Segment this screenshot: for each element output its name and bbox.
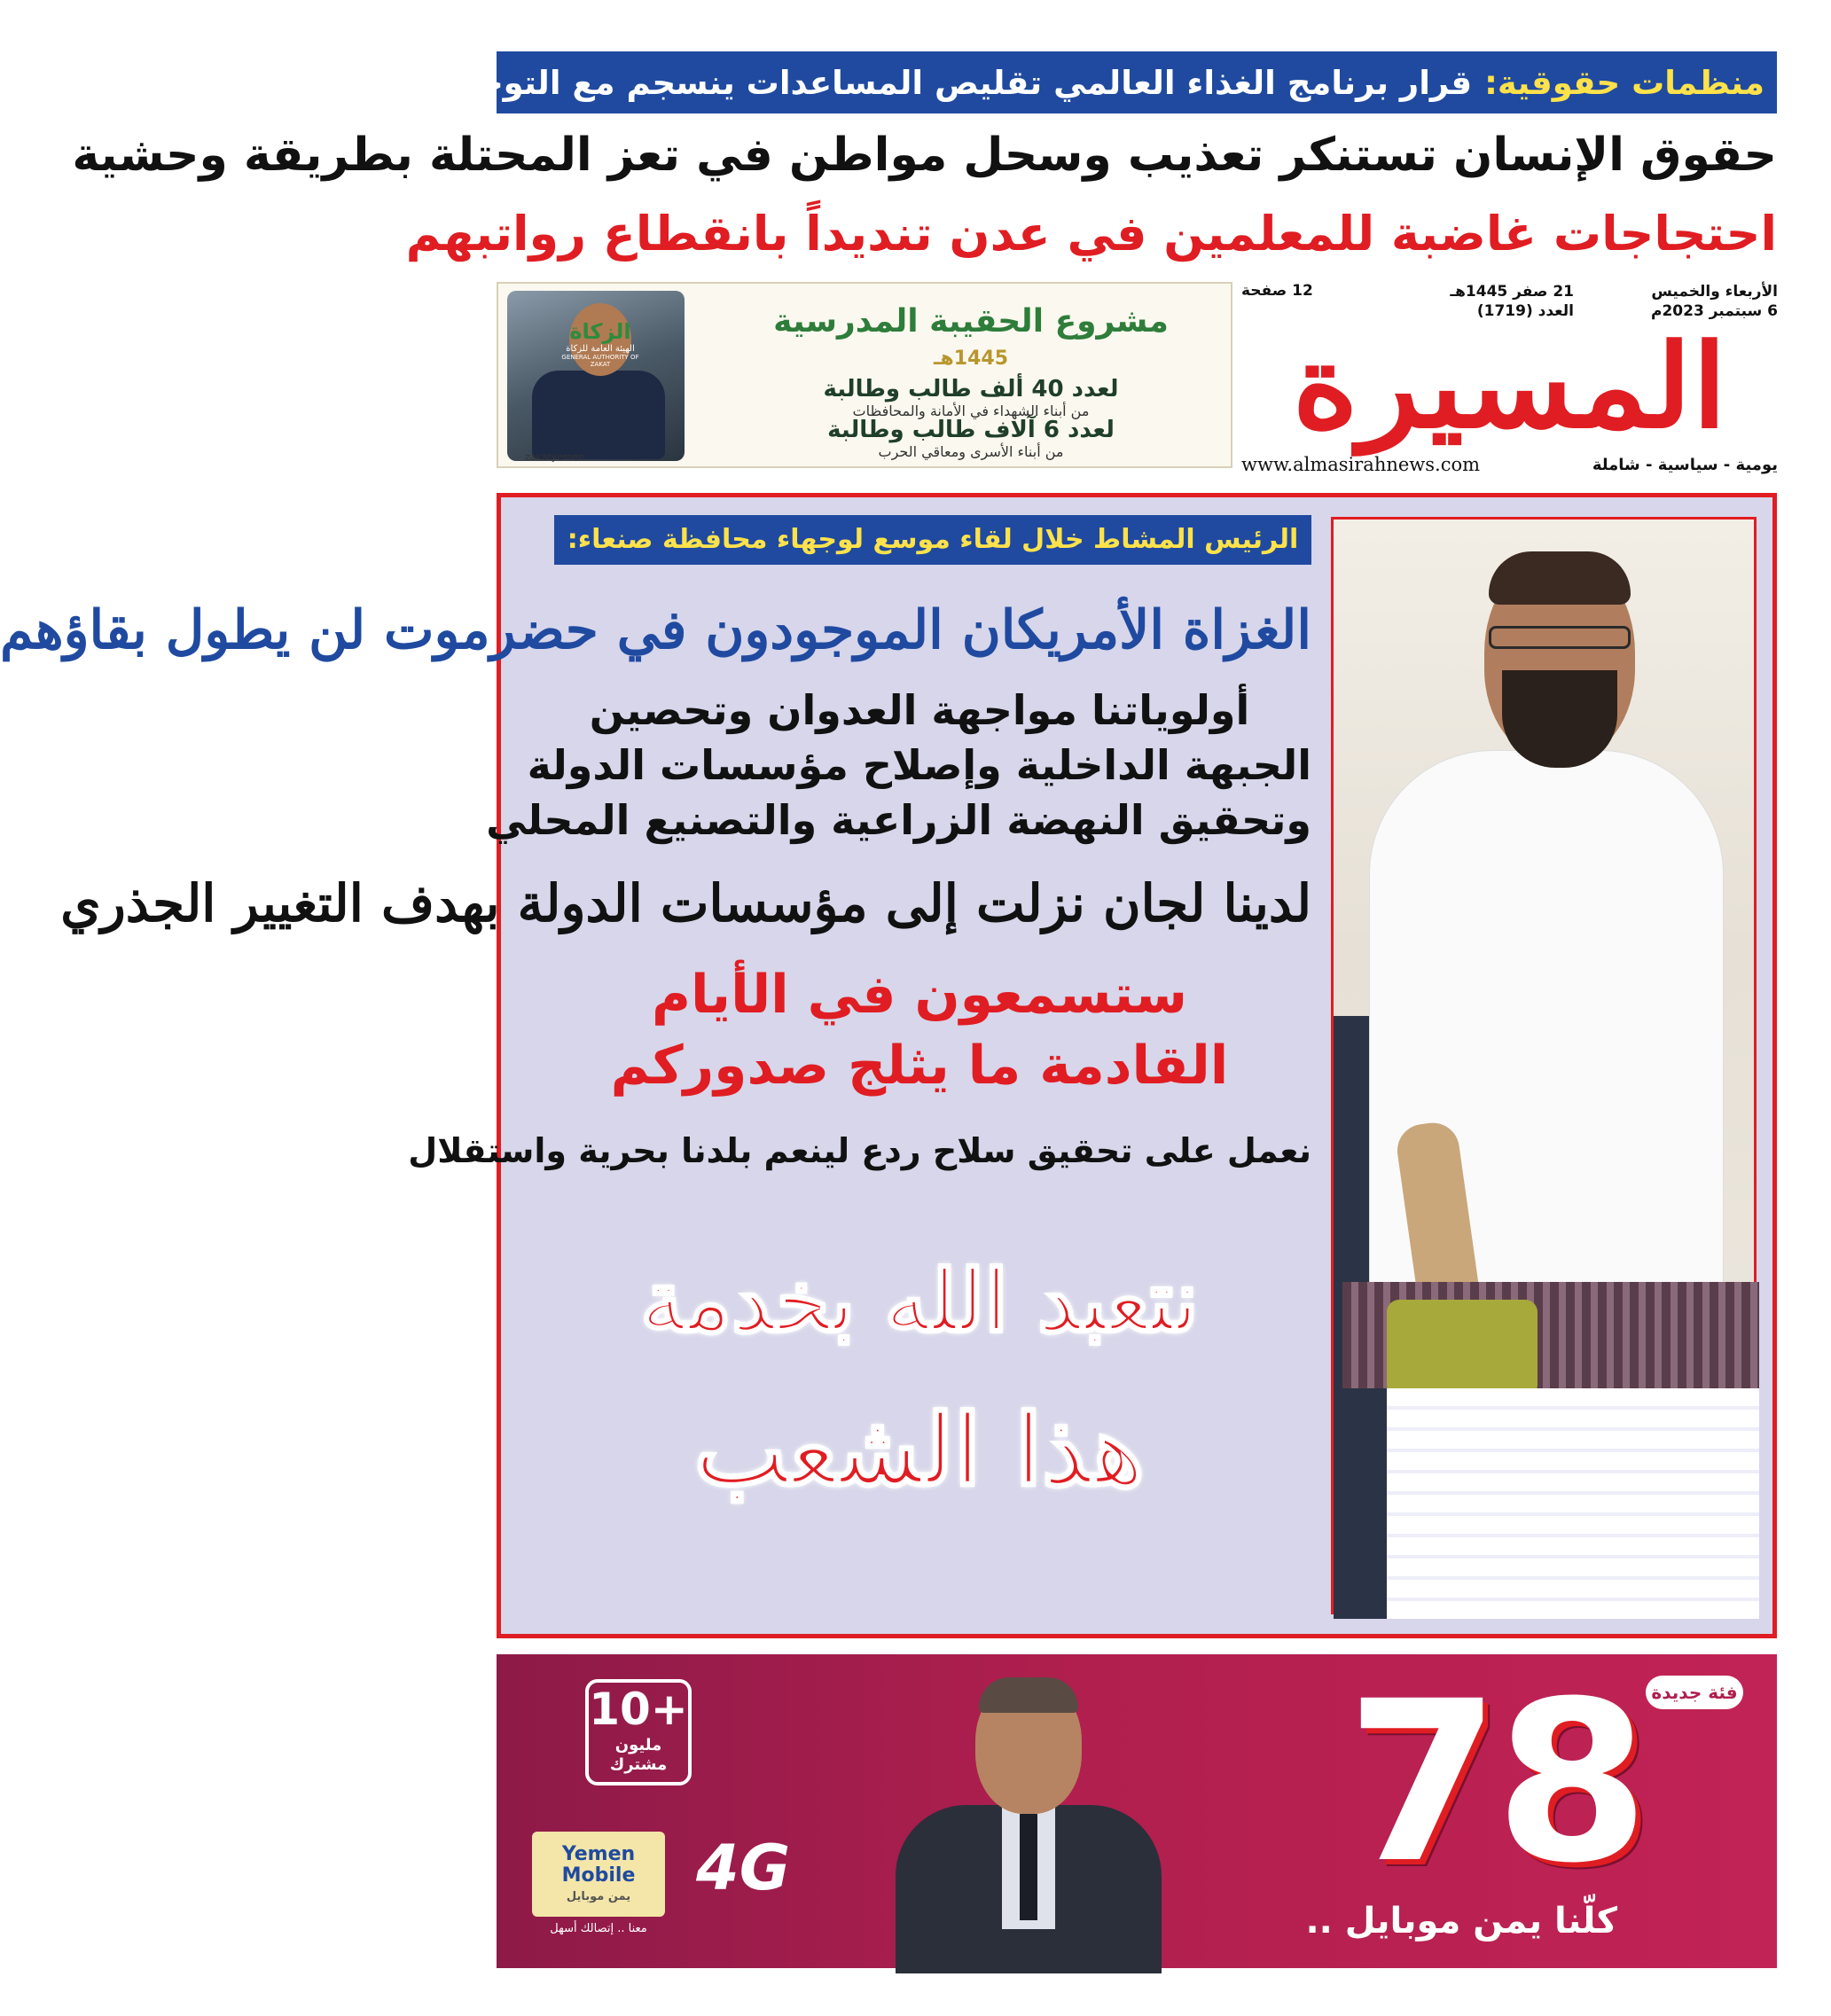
network-4g-label: 4G — [696, 1832, 791, 1904]
subscribers-number: 10+ — [589, 1684, 688, 1735]
child-photo — [507, 291, 685, 461]
feature-body-line-1: أولوياتنا مواجهة العدوان وتحصين — [589, 686, 1250, 734]
issue-hijri-date: 21 صفر 1445هـ — [1450, 283, 1574, 301]
feature-body-line-2: الجبهة الداخلية وإصلاح مؤسسات الدولة — [527, 741, 1311, 789]
newspaper-logo: المسيرة — [1292, 318, 1727, 454]
issue-hijri-number — [1450, 282, 1574, 321]
mobile-advertisement — [497, 1654, 1777, 1968]
feature-big-line-2: هذا الشعب — [694, 1393, 1145, 1507]
glasses-shape — [1489, 626, 1631, 649]
feature-big-line-1: نتعبد الله بخدمة — [640, 1251, 1199, 1351]
feature-small-line: نعمل على تحقيق سلاح ردع لينعم بلدنا بحرية واستقلال — [408, 1131, 1311, 1170]
feature-red-line-1: ستسمعون في الأيام — [652, 964, 1187, 1026]
ad-slogan: كلّنا يمن موبايل .. — [1305, 1901, 1617, 1942]
issue-day: الأربعاء والخميس — [1651, 283, 1778, 301]
hair-shape — [1489, 551, 1631, 605]
brand-name-arabic: يمن موبايل — [566, 1890, 631, 1903]
issue-number: العدد (1719) — [1476, 302, 1574, 320]
zakat-logo — [552, 319, 649, 368]
page-count: 12 صفحة — [1241, 282, 1313, 300]
subscribers-million: مليون — [614, 1736, 662, 1754]
brand-name: Yemen Mobile — [561, 1843, 636, 1887]
feature-kicker: الرئيس المشاط خلال لقاء موسع لوجهاء محافظة صنعاء: — [554, 515, 1311, 565]
zakat-logo-en: GENERAL AUTHORITY OF ZAKAT — [561, 354, 639, 368]
tie-shape — [1020, 1814, 1037, 1920]
zakat-advertisement — [497, 282, 1232, 468]
zakat-logo-sub: الهيئة العامة للزكاة — [566, 344, 635, 354]
ad-man-photo — [869, 1672, 1188, 1968]
feature-black-headline: لدينا لجان نزلت إلى مؤسسات الدولة بهدف التغيير الجذري — [60, 873, 1311, 934]
zakat-logo-mark: الزكاة — [569, 319, 631, 344]
subscribers-badge — [585, 1679, 692, 1785]
zakat-line-1-main: لعدد 40 ألف طالب وطالبة — [823, 376, 1119, 402]
new-category-badge: فئة جديدة — [1646, 1676, 1743, 1709]
hair-shape — [979, 1677, 1078, 1713]
beard-shape — [1502, 670, 1617, 768]
zakat-ad-line-2 — [720, 417, 1222, 461]
zakat-ad-title: مشروع الحقيبة المدرسية — [773, 303, 1169, 340]
issue-day-date — [1651, 282, 1778, 321]
school-bag-shape — [532, 371, 665, 459]
zakat-social-handle: zakatyemen — [525, 451, 585, 463]
top-headline-bar — [260, 51, 1777, 113]
feature-red-line-2: القادمة ما يثلج صدوركم — [610, 1035, 1229, 1097]
issue-gregorian-date: 6 سبتمبر 2023م — [1651, 302, 1778, 320]
brand-tagline: معنا .. إتصالك أسهل — [550, 1922, 647, 1935]
third-headline: احتجاجات غاضبة للمعلمين في عدن تنديداً بانقطاع رواتبهم — [405, 206, 1777, 262]
futa-skirt-shape — [1387, 1388, 1759, 1619]
second-headline: حقوق الإنسان تستنكر تعذيب وسحل مواطن في تعز المحتلة بطريقة وحشية — [72, 129, 1777, 182]
feature-blue-headline: الغزاة الأمريكان الموجودون في حضرموت لن يطول بقاؤهم — [0, 599, 1311, 661]
main-feature — [0, 493, 1777, 1638]
feature-body-line-3: وتحقيق النهضة الزراعية والتصنيع المحلي — [486, 796, 1311, 844]
zakat-line-1-sub: من أبناء الشهداء في الأمانة والمحافظات — [852, 402, 1090, 419]
masthead — [1241, 282, 1778, 481]
belt-buckle-shape — [1387, 1300, 1538, 1397]
yemen-mobile-logo — [532, 1832, 665, 1917]
top-headline-text: قرار برنامج الغذاء العالمي تقليص المساعدات ينسجم مع التوجهات الأمريكية — [260, 63, 1473, 102]
zakat-ad-line-1 — [720, 376, 1222, 420]
zakat-line-2-sub: من أبناء الأسرى ومعاقي الحرب — [878, 443, 1064, 460]
ad-big-number: 78 — [1346, 1653, 1644, 1911]
subscribers-label: مشترك — [609, 1755, 668, 1774]
president-photo — [1331, 517, 1757, 1614]
zakat-line-2-main: لعدد 6 آلاف طالب وطالبة — [827, 417, 1115, 443]
website-link[interactable]: www.almasirahnews.com — [1241, 454, 1481, 475]
newspaper-tagline: يومية - سياسية - شاملة — [1592, 456, 1778, 474]
top-headline-kicker: منظمات حقوقية: — [1484, 63, 1764, 102]
zakat-ad-year: 1445هـ — [933, 348, 1008, 370]
